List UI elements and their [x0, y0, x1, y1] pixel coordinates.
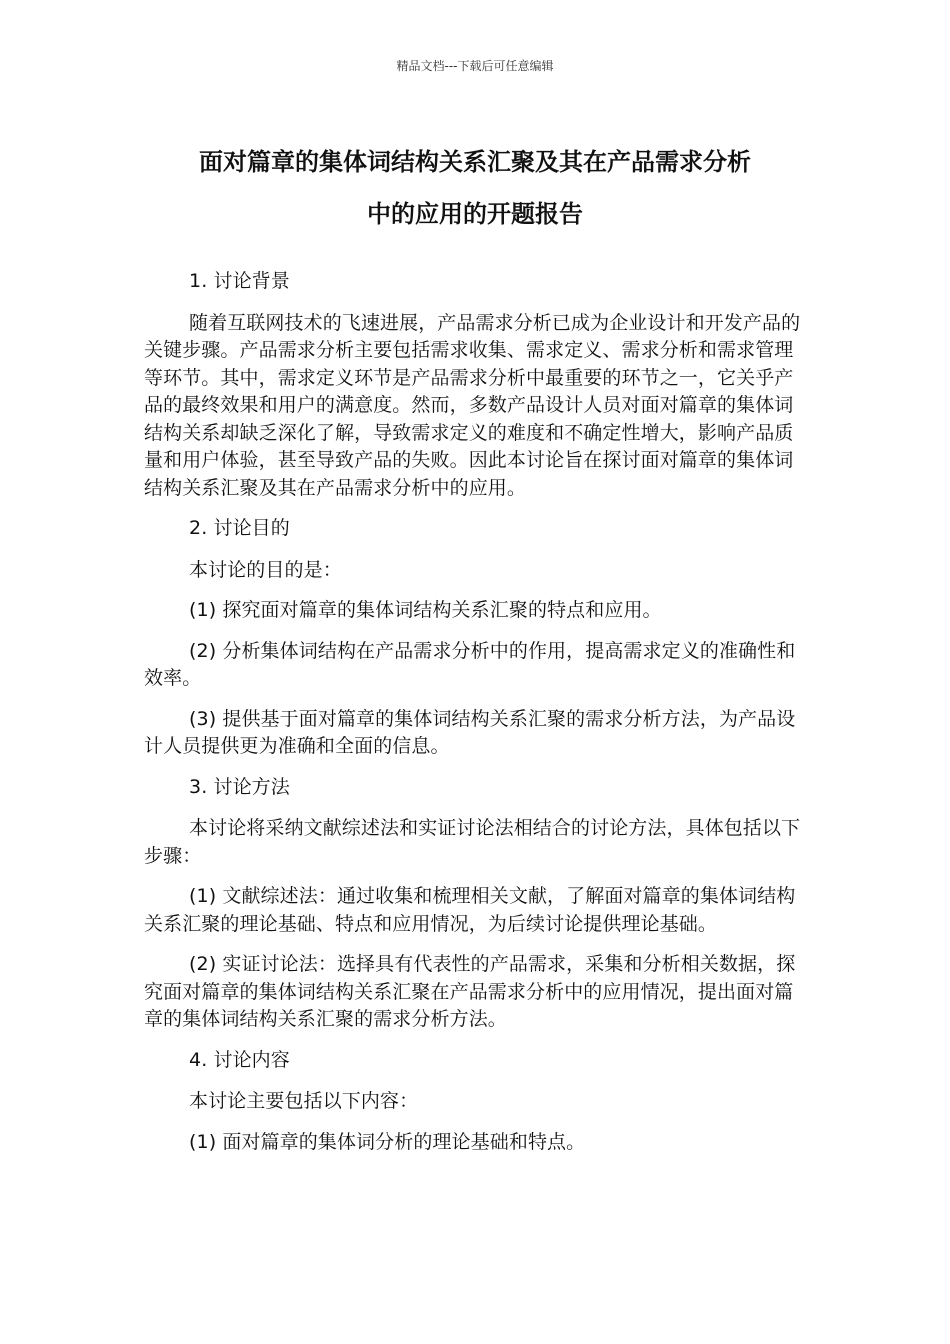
paragraph-purpose-item-3: (3) 提供基于面对篇章的集体词结构关系汇聚的需求分析方法，为产品设计人员提供更为准确和全面的信息。	[144, 707, 796, 757]
document-title-line-2: 中的应用的开题报告	[367, 200, 583, 228]
paragraph-purpose-item-1: (1) 探究面对篇章的集体词结构关系汇聚的特点和应用。	[189, 599, 662, 621]
document-title	[140, 136, 810, 240]
document-title-line-1: 面对篇章的集体词结构关系汇聚及其在产品需求分析	[199, 148, 751, 176]
paragraph-content-intro: 本讨论主要包括以下内容：	[189, 1090, 419, 1112]
section-heading-method: 3. 讨论方法	[189, 775, 290, 798]
paragraph-content-item-1: (1) 面对篇章的集体词分析的理论基础和特点。	[189, 1130, 586, 1153]
document-body	[144, 268, 810, 1169]
paragraph-method-item-2: (2) 实证讨论法：选择具有代表性的产品需求，采集和分析相关数据，探究面对篇章的集体词结构关系汇聚在产品需求分析中的应用情况，提出面对篇章的集体词结构关系汇聚的需求分析方法。	[144, 953, 796, 1030]
paragraph-purpose-intro: 本讨论的目的是：	[189, 558, 342, 581]
paragraph-method-item-1: (1) 文献综述法：通过收集和梳理相关文献，了解面对篇章的集体词结构关系汇聚的理论基础、特点和应用情况，为后续讨论提供理论基础。	[144, 885, 796, 935]
paragraph-purpose-item-2: (2) 分析集体词结构在产品需求分析中的作用，提高需求定义的准确性和效率。	[144, 639, 796, 689]
section-heading-background: 1. 讨论背景	[189, 270, 290, 292]
section-heading-purpose: 2. 讨论目的	[189, 517, 290, 539]
paragraph-method-intro: 本讨论将采纳文献综述法和实证讨论法相结合的讨论方法，具体包括以下步骤：	[144, 817, 801, 867]
paragraph-background: 随着互联网技术的飞速进展，产品需求分析已成为企业设计和开发产品的关键步骤。产品需求分析主要包括需求收集、需求定义、需求分析和需求管理等环节。其中，需求定义环节是产品需求分析中最重要的环节之一，它关乎产品的最终效果和用户的满意度。然而，多数产品设计人员对面对篇章的集体词结构关系却缺乏深化了解，导致需求定义的难度和不确定性增大，影响产品质量和用户体验，甚至导致产品的失败。因此本讨论旨在探讨面对篇章的集体词结构关系汇聚及其在产品需求分析中的应用。	[144, 311, 801, 499]
page-header: 精品文档---下载后可任意编辑	[396, 59, 554, 73]
section-heading-content: 4. 讨论内容	[189, 1048, 290, 1071]
